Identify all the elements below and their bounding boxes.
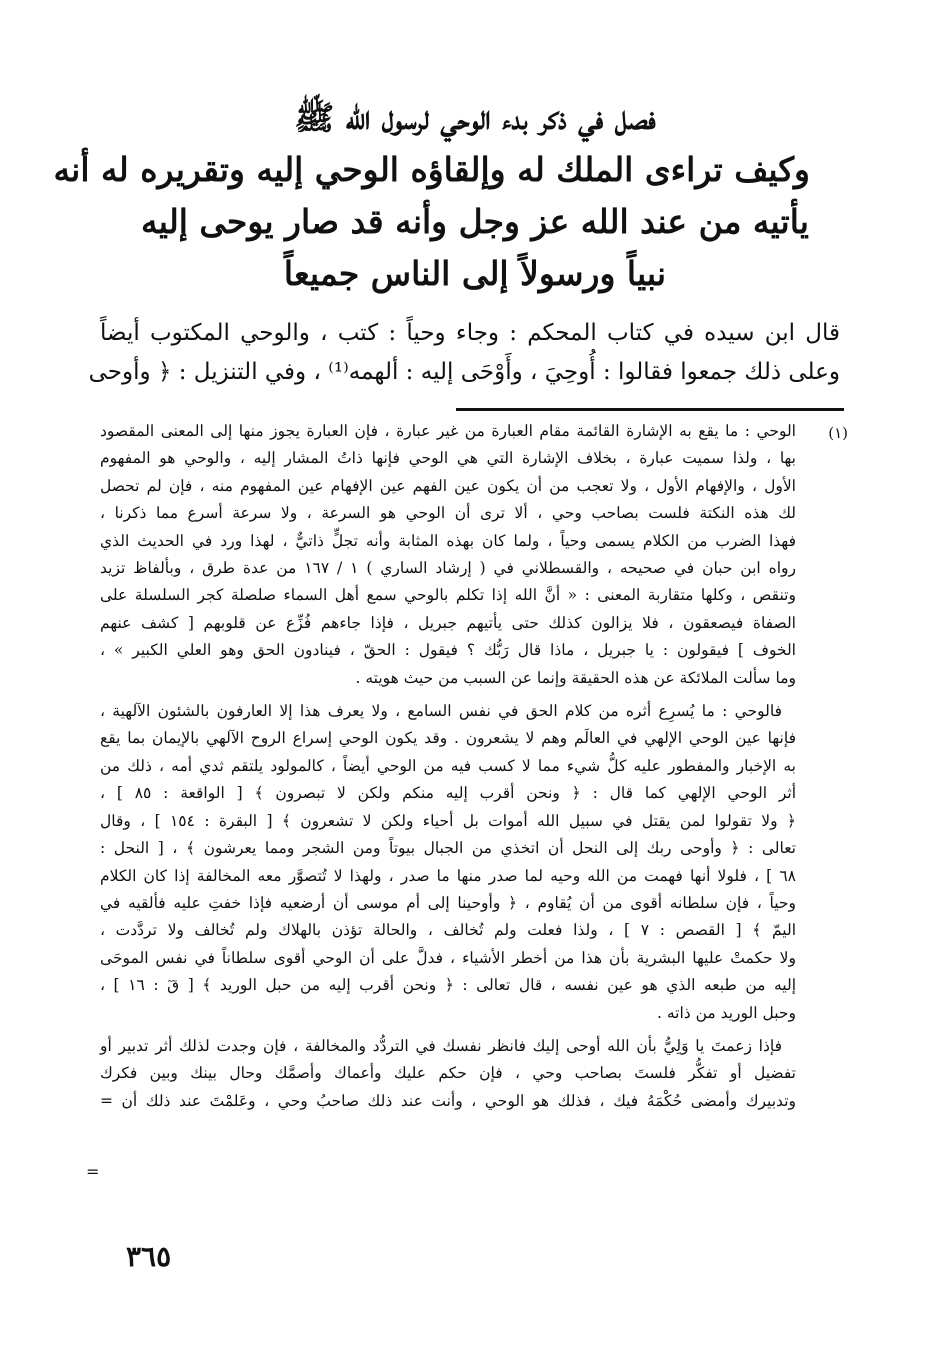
footnote-paragraph bbox=[100, 418, 796, 692]
footnote-line: وما سألت الملائكة عن هذه الحقيقة وإنما عن السبب من حيث هويته . bbox=[355, 668, 796, 687]
footnote-line: إليه من طبعه الذي هو عين نفسه ، قال تعالى : ﴿ ونحن أقرب إليه من حبل الوريد ﴾ [ قٓ : ١٦ ] ، bbox=[100, 976, 797, 995]
body-line: وعلى ذلك جمعوا فقالوا : أُوحِيَ ، وأَوْحَى إليه : ألهمه⁽¹⁾ ، وفي التنزيل : ﴿ وأوحى bbox=[88, 359, 840, 385]
footnote-line: فإنها عين الوحي الإلهي في العالَم وهم لا يشعرون . وقد يكون الوحي إسراع الروح الآلهي بالإيمان بما يقع bbox=[100, 729, 796, 748]
footnote-paragraph bbox=[100, 1033, 796, 1115]
footnote-line: فالوحي : ما يُسرِع أثره من كلام الحق في نفس السامع ، ولا يعرف هذا إلا العارفون بالشئون الآلهية ، bbox=[100, 702, 782, 721]
continuation-mark: = bbox=[86, 1162, 100, 1181]
footnote-line: الوحي : ما يقع به الإشارة القائمة مقام العبارة من غير عبارة ، فإن العبارة يجوز منها إلى المعنى المقصود bbox=[100, 422, 796, 440]
footnote-line: اليمّ ﴾ [ القصص : ٧ ] ، ولذا فعلت ولم تُخالف ، والحالة تؤذن بالهلاك ولم تُخالف ولا تردَّدت ، bbox=[100, 921, 796, 940]
footnote bbox=[100, 418, 844, 1115]
footnote-marker: (١) bbox=[828, 424, 848, 442]
footnote-line: فهذا الضرب من الكلام يسمى وحياً ، ولما كان بهذه المثابة وأنه تجلٍّ ذاتيٌّ ، لهذا ورد في الحديث الذي bbox=[100, 531, 796, 550]
footnote-line: أثر الوحي الإلهي كما قال : ﴿ ونحن أقرب إليه منكم ولكن لا تبصرون ﴾ [ الواقعة : ٨٥ ] ، bbox=[100, 784, 797, 803]
footnote-line: بها ، ولذا سميت عبارة ، بخلاف الإشارة التي هي الوحي فإنها ذاتُ المشار إليه ، والوحي هو المفهوم bbox=[100, 449, 796, 468]
footnote-paragraph bbox=[100, 698, 796, 1027]
footnote-line: الخوف ] فيقولون : يا جبريل ، ماذا قال رَبُّك ؟ فيقول : الحقّ ، فينادون الحق وهو العلي الكبير » ، bbox=[100, 641, 796, 660]
footnote-line: وتنقص ، وكلها متقاربة المعنى : « أنَّ الله إذا تكلم بالوحي سمع أهل السماء صلصلة كجر السلسلة على bbox=[100, 586, 796, 605]
footnote-line: به الإخبار والمفطور عليه كلُّ شيء مما لا كسب فيه من الوحي أيضاً ، كالمولود يلتقم ثدي أمه ، ذلك من bbox=[100, 756, 796, 775]
page-number: ٣٦٥ bbox=[126, 1240, 172, 1273]
body-line: قال ابن سيده في كتاب المحكم : وجاء وحياً : كتب ، والوحي المكتوب أيضاً bbox=[100, 320, 840, 346]
footnote-line: رواه ابن حبان في صحيحه ، والقسطلاني في ( إرشاد الساري ) ١ / ١٦٧ من عدة طرق ، وبألفاظ تزيد bbox=[100, 559, 796, 578]
footnote-line: لك هذه النكتة فلست بصاحب وحي ، ألا ترى أن الوحي هو السرعة ، ولا سرعة أسرع مما ذكرنا ، bbox=[100, 504, 796, 523]
title-line: فصل في ذكر بدء الوحي لرسول الله ﷺ bbox=[294, 98, 656, 137]
title-line: يأتيه من عند الله عز وجل وأنه قد صار يوحى إليه bbox=[141, 202, 809, 241]
title-line: وكيف تراءى الملك له وإلقاؤه الوحي إليه وتقريره له أنه bbox=[53, 150, 810, 189]
footnote-separator bbox=[456, 408, 844, 411]
footnote-line: ٦٨ ] ، فلولا أنها فهمت من الله وحيه لما صدر منها ما صدر ، ولهذا لا تُتصوَّر معه المخالفة إذا كان الكلام bbox=[100, 866, 796, 885]
chapter-title bbox=[53, 92, 810, 300]
footnote-line: ﴿ ولا تقولوا لمن يقتل في سبيل الله أموات بل أحياء ولكن لا تشعرون ﴾ [ البقرة : ١٥٤ ] ، وقال bbox=[100, 811, 796, 830]
footnote-line: تعالى : ﴿ وأوحى ربك إلى النحل أن اتخذي من الجبال بيوتاً ومن الشجر ومما يعرشون ﴾ ، [ النحل : bbox=[100, 839, 796, 858]
footnote-line: ولا حكمتْ عليها البشرية بأن هذا من أخطر الأشياء ، فدلَّ على أن الوحي أقوى سلطاناً في نفس الموحَى bbox=[100, 948, 796, 967]
title-line: نبياً ورسولاً إلى الناس جميعاً bbox=[283, 254, 667, 293]
footnote-line: وتدبيرك وأمضى حُكْمَهُ فيك ، فذلك هو الوحي ، وأنت عند ذلك صاحبُ وحي ، وعَلمْتَ عند ذلك أن = bbox=[100, 1091, 796, 1110]
footnote-line: فإذا زعمتَ يا وَلِيُّ بأن الله أوحى إليك فانظر نفسك في التردُّد والمخالفة ، فإن وجدت لذلك أثر تدبير أو bbox=[100, 1036, 782, 1055]
footnote-line: وحبل الوريد من ذاته . bbox=[656, 1003, 796, 1022]
main-text bbox=[88, 314, 840, 392]
footnote-line: الصفاة فيصعقون ، فلا يزالون كذلك حتى يأتيهم جبريل ، فإذا جاءهم فُزِّع عن قلوبهم [ كشف عنهم bbox=[100, 613, 796, 632]
footnote-line: وحياً ، فإن سلطانه أقوى من أن يُقاوم ، ﴿ وأوحينا إلى أم موسى أن أرضعيه فإذا خفتِ عليه فألقيه في bbox=[100, 893, 796, 912]
footnote-line: الأول ، والإفهام الأول ، ولا تعجب من أن يكون عين الفهم عين الإفهام عين المفهوم منه ، فإن لم تحصل bbox=[100, 476, 796, 495]
footnote-line: تفضيل أو تفكُّر فلستَ بصاحب وحي ، فإن حكم عليك وأعماك وأصمَّك وحال بينك وبين فكرك bbox=[100, 1064, 796, 1083]
